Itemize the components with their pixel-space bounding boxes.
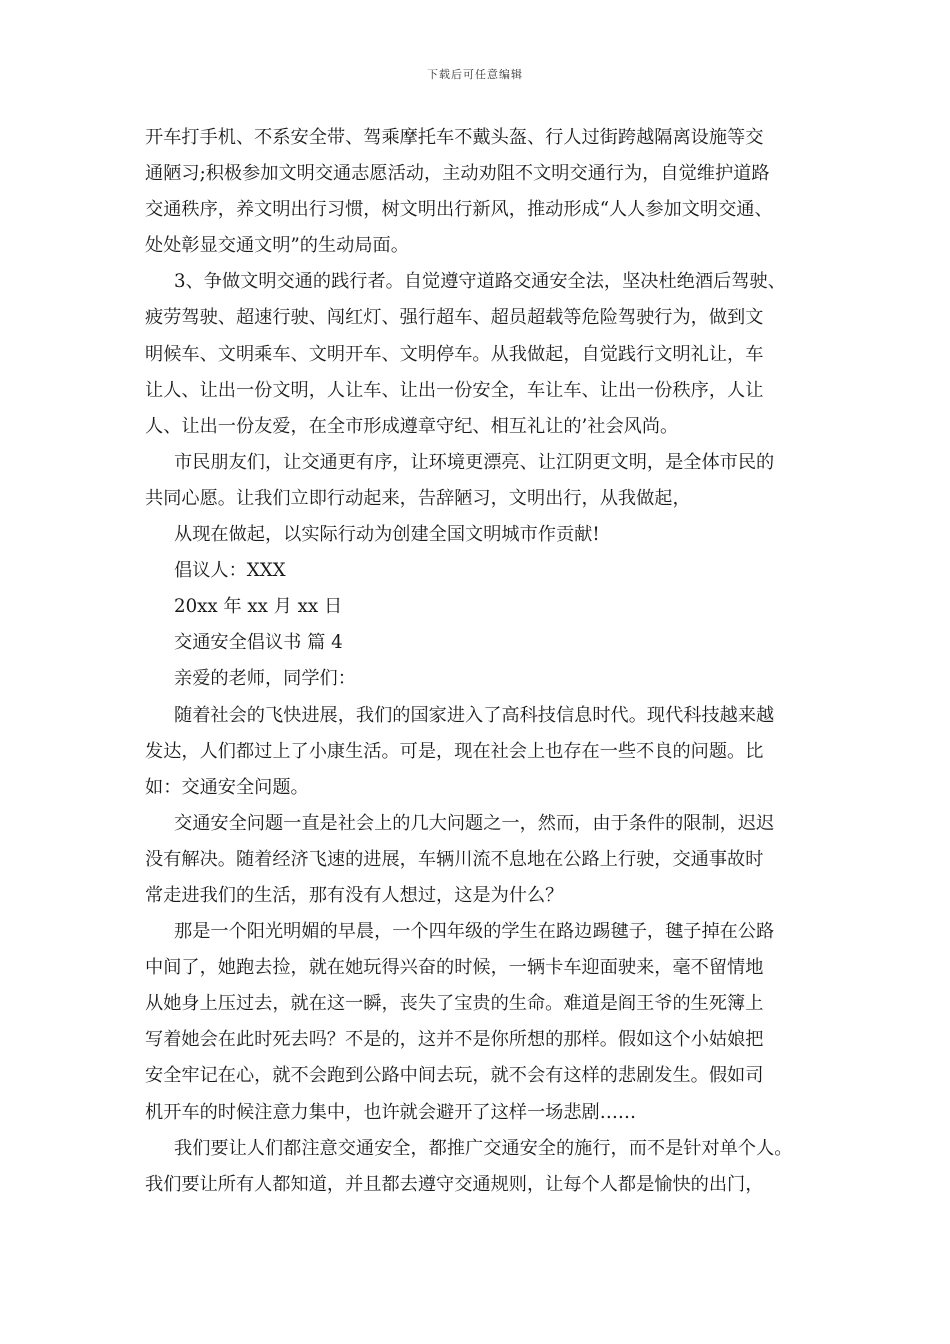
text-line: 安全牢记在心，就不会跑到公路中间去玩，就不会有这样的悲剧发生。假如司 [145, 1065, 764, 1087]
text-line: 机开车的时候注意力集中，也许就会避开了这样一场悲剧…… [145, 1101, 637, 1123]
salutation: 亲爱的老师，同学们： [174, 668, 356, 690]
text-line: 从现在做起，以实际行动为创建全国文明城市作贡献! [174, 524, 600, 546]
text-line: 人、让出一份友爱，在全市形成遵章守纪、相互礼让的’社会风尚。 [145, 415, 679, 437]
date-line: 20xx 年 xx 月 xx 日 [174, 596, 343, 618]
text-line: 市民朋友们，让交通更有序，让环境更漂亮、让江阴更文明，是全体市民的 [174, 451, 775, 473]
text-line: 那是一个阳光明媚的早晨，一个四年级的学生在路边踢毽子，毽子掉在公路 [174, 921, 775, 943]
text-line: 通陋习;积极参加文明交通志愿活动，主动劝阻不文明交通行为，自觉维护道路 [145, 163, 770, 185]
text-line: 没有解决。随着经济飞速的进展，车辆川流不息地在公路上行驶，交通事故时 [145, 848, 764, 870]
text-line: 中间了，她跑去捡，就在她玩得兴奋的时候，一辆卡车迎面驶来，毫不留情地 [145, 957, 764, 979]
text-line: 疲劳驾驶、超速行驶、闯红灯、强行超车、超员超载等危险驾驶行为，做到文 [145, 307, 764, 329]
page-header: 下载后可任意编辑 [427, 68, 523, 81]
text-line: 3、争做文明交通的践行者。自觉遵守道路交通安全法，坚决杜绝酒后驾驶、 [174, 271, 786, 293]
section-title: 交通安全倡议书 篇 4 [174, 632, 343, 654]
text-line: 开车打手机、不系安全带、驾乘摩托车不戴头盔、行人过街跨越隔离设施等交 [145, 127, 764, 148]
text-line: 处处彰显交通文明”的生动局面。 [145, 235, 409, 257]
text-line: 交通安全问题一直是社会上的几大问题之一，然而，由于条件的限制，迟迟 [174, 812, 775, 834]
text-line: 明候车、文明乘车、文明开车、文明停车。从我做起，自觉践行文明礼让，车 [145, 343, 764, 365]
document-body [145, 120, 815, 1203]
text-line: 常走进我们的生活，那有没有人想过，这是为什么？ [145, 884, 564, 906]
text-line: 我们要让人们都注意交通安全，都推广交通安全的施行，而不是针对单个人。 [174, 1137, 793, 1159]
text-line: 随着社会的飞快进展，我们的国家进入了高科技信息时代。现代科技越来越 [174, 704, 775, 726]
text-line: 我们要让所有人都知道，并且都去遵守交通规则，让每个人都是愉快的出门， [145, 1173, 764, 1195]
text-line: 共同心愿。让我们立即行动起来，告辞陋习，文明出行，从我做起， [145, 487, 691, 509]
text-line: 从她身上压过去，就在这一瞬，丧失了宝贵的生命。难道是阎王爷的生死簿上 [145, 993, 764, 1015]
signatory-line: 倡议人：XXX [174, 560, 286, 582]
text-line: 让人、让出一份文明，人让车、让出一份安全，车让车、让出一份秩序，人让 [145, 379, 764, 401]
text-line: 发达，人们都过上了小康生活。可是，现在社会上也存在一些不良的问题。比 [145, 740, 764, 762]
text-line: 如：交通安全问题。 [145, 776, 309, 798]
text-line: 交通秩序，养文明出行习惯，树文明出行新风，推动形成“人人参加文明交通、 [145, 199, 773, 221]
text-line: 写着她会在此时死去吗？不是的，这并不是你所想的那样。假如这个小姑娘把 [145, 1029, 764, 1051]
